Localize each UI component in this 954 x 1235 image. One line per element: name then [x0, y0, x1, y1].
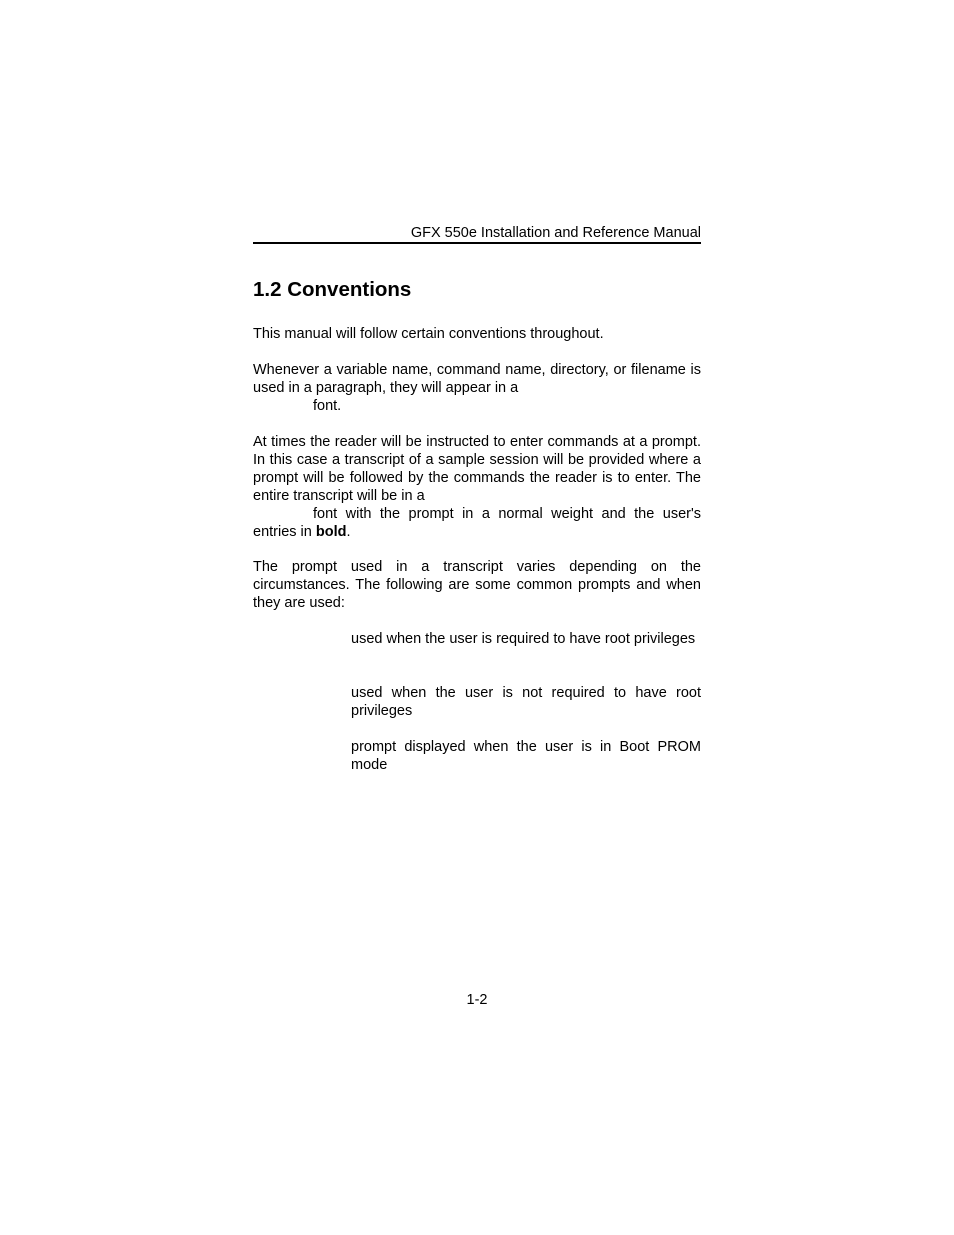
- font-convention-paragraph: [253, 361, 701, 415]
- prompt-boot-prom-description: prompt displayed when the user is in Boot PROM mode: [351, 739, 701, 773]
- prompt-user-description: used when the user is not required to have root privileges: [351, 685, 701, 719]
- running-header: GFX 550e Installation and Reference Manual: [410, 225, 701, 241]
- prompts-intro-paragraph: The prompt used in a transcript varies depending on the circumstances. The following are some common prompts and when they are used:: [253, 559, 701, 611]
- transcript-text: At times the reader will be instructed to enter commands at a prompt. In this case a transcript of a sample session will be provided where a prompt will be followed by the commands the reader is to enter. The entire transcript will be in a: [253, 434, 701, 504]
- intro-paragraph: This manual will follow certain conventions throughout.: [253, 326, 604, 342]
- transcript-paragraph: [253, 433, 701, 541]
- section-title: 1.2 Conventions: [253, 278, 412, 301]
- page-number: 1-2: [466, 992, 488, 1008]
- transcript-end: .: [346, 524, 351, 540]
- bold-word: bold: [315, 524, 347, 540]
- font-convention-text: Whenever a variable name, command name, directory, or filename is used in a paragraph, they will appear in a: [253, 362, 701, 396]
- prompt-root-description: used when the user is required to have root privileges: [351, 631, 696, 647]
- transcript-text-cont: font with the prompt in a normal weight and the user's entries in: [253, 506, 701, 540]
- font-word: font.: [313, 398, 342, 414]
- header-rule: [253, 242, 701, 244]
